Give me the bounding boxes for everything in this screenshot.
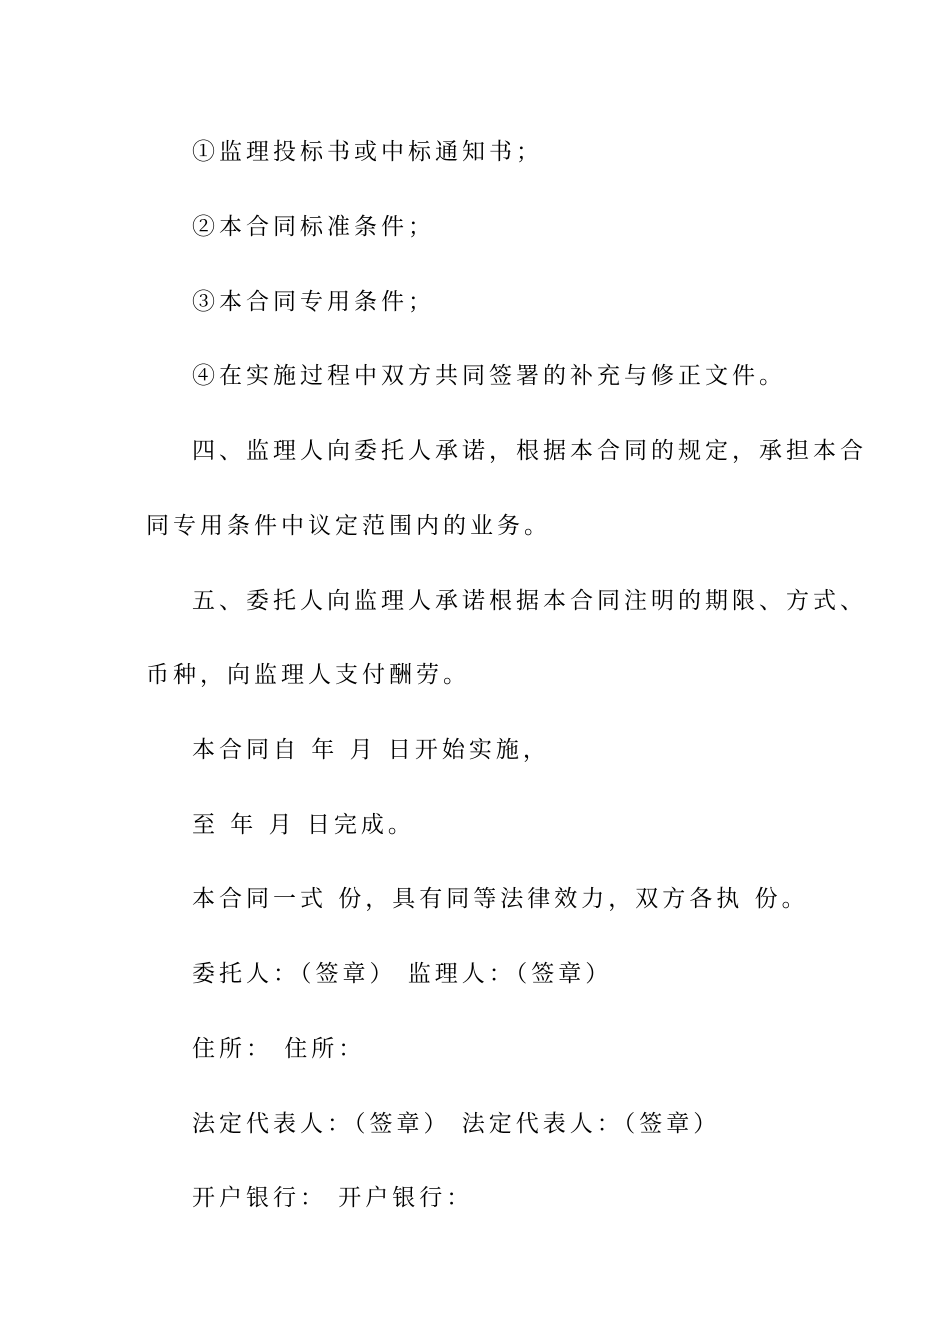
list-item-4: ④在实施过程中双方共同签署的补充与修正文件。 <box>192 363 786 389</box>
bank-line: 开户银行： 开户银行： <box>192 1185 474 1211</box>
legal-representative-line: 法定代表人：（签章） 法定代表人：（签章） <box>192 1111 721 1137</box>
paragraph-4-line-2: 同专用条件中议定范围内的业务。 <box>146 513 551 539</box>
list-item-1: ①监理投标书或中标通知书； <box>192 139 543 165</box>
list-item-3: ③本合同专用条件； <box>192 289 435 315</box>
list-item-2: ②本合同标准条件； <box>192 214 435 240</box>
start-date-line: 本合同自 年 月 日开始实施， <box>192 737 550 763</box>
signature-line: 委托人：（签章） 监理人：（签章） <box>192 961 613 987</box>
copies-line: 本合同一式 份，具有同等法律效力，双方各执 份。 <box>192 886 809 912</box>
paragraph-5-line-2: 币种，向监理人支付酬劳。 <box>146 662 470 688</box>
paragraph-5-line-1: 五、委托人向监理人承诺根据本合同注明的期限、方式、 <box>192 588 867 614</box>
end-date-line: 至 年 月 日完成。 <box>192 812 415 838</box>
address-line: 住所： 住所： <box>192 1036 366 1062</box>
paragraph-4-line-1: 四、监理人向委托人承诺，根据本合同的规定，承担本合 <box>192 438 867 464</box>
